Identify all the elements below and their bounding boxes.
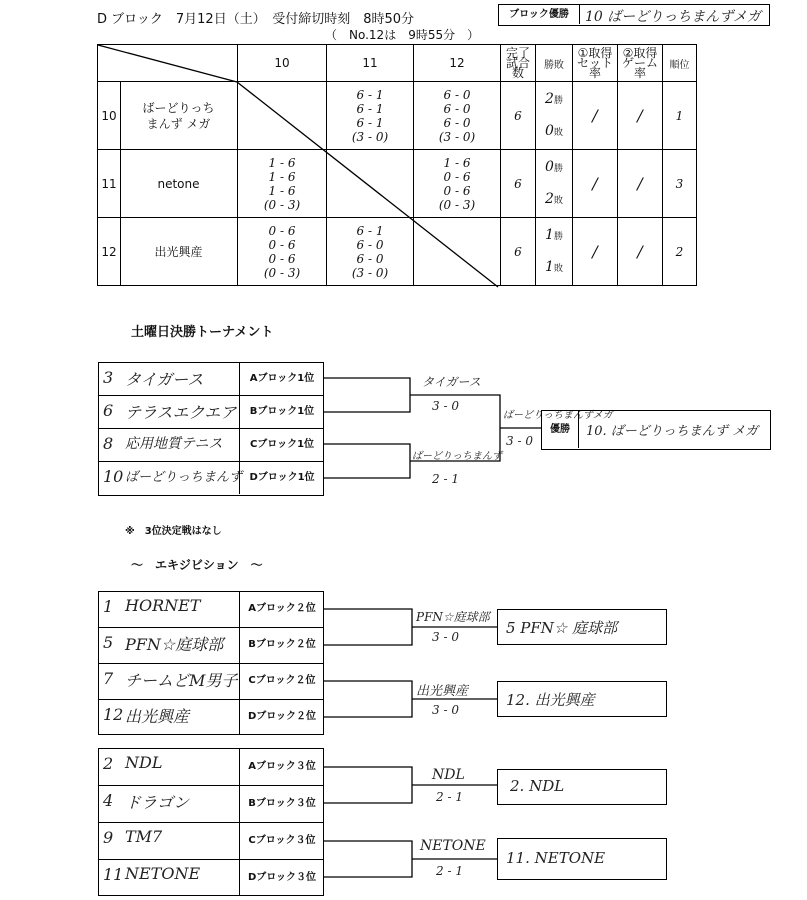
exhibition-title: ～ エキジビション ～ — [131, 558, 263, 572]
final-winner: ばーどりっちまんずメガ — [503, 410, 613, 421]
ex1-m1-result-box — [497, 609, 667, 645]
rank-cell: 2 — [663, 218, 697, 286]
final-score: 3 - 0 — [506, 434, 533, 448]
played-cell: 6 — [501, 82, 536, 150]
ex2-m1-score: 2 - 1 — [436, 790, 463, 804]
score-cell: 6 - 0 6 - 0 6 - 0 (3 - 0) — [414, 82, 501, 150]
score-cell: 1 - 6 0 - 6 0 - 6 (0 - 3) — [414, 150, 501, 218]
semi2-score: 2 - 1 — [432, 472, 459, 486]
score-cell: 6 - 1 6 - 0 6 - 0 (3 - 0) — [327, 218, 414, 286]
block-winner-value: 10 ばーどりっちまんずメガ — [585, 9, 761, 25]
played-cell: 6 — [501, 218, 536, 286]
champion-label: 優勝 — [542, 411, 579, 448]
champion-value: 10. ばーどりっちまんず メガ — [586, 424, 758, 439]
ex2-m2-score: 2 - 1 — [436, 864, 463, 878]
row-name: ばーどりっち まんず メガ — [142, 100, 215, 131]
ex2-m2-result: 11. NETONE — [506, 849, 606, 867]
block-winner-label: ブロック優勝 — [499, 5, 580, 24]
played-cell: 6 — [501, 150, 536, 218]
semi1-score: 3 - 0 — [432, 399, 459, 413]
exhibition-entry: 9 TM7 Cブロック３位 — [99, 822, 323, 860]
page-subtitle: （ No.12は 9時55分 ） — [325, 28, 480, 42]
semi2-winner: ばーどりっちまんず — [412, 451, 502, 462]
col-header-winloss: 勝敗 — [536, 45, 573, 82]
tournament-title: 土曜日決勝トーナメント — [131, 325, 274, 340]
score-cell: 1 - 6 1 - 6 1 - 6 (0 - 3) — [238, 150, 327, 218]
semi1-winner: タイガース — [422, 375, 481, 389]
exhibition-entry: 7 チームどM男子 Cブロック２位 — [99, 663, 323, 700]
ex1-m1-result: 5 PFN☆ 庭球部 — [506, 619, 618, 637]
row-num: 12 — [98, 218, 121, 285]
score-cell: 0 - 6 0 - 6 0 - 6 (0 - 3) — [238, 218, 327, 286]
set-rate-cell: / — [573, 82, 618, 150]
exhibition-entry: 5 PFN☆庭球部 Bブロック２位 — [99, 627, 323, 664]
ex2-m1-winner: NDL — [432, 767, 465, 783]
game-rate-cell: / — [618, 82, 663, 150]
page-title: D ブロック 7月12日（土） 受付締切時刻 8時50分 — [97, 12, 415, 27]
col-header-played: 完了試合数 — [501, 45, 536, 82]
rank-cell: 3 — [663, 150, 697, 218]
exhibition-entry: 4 ドラゴン Bブロック３位 — [99, 785, 323, 823]
ex1-m2-result-box — [497, 681, 667, 717]
set-rate-cell: / — [573, 218, 618, 286]
exhibition-entry: 12 出光興産 Dブロック２位 — [99, 699, 323, 735]
col-header-set-rate: ①取得セット率 — [573, 45, 618, 82]
game-rate-cell: / — [618, 218, 663, 286]
tournament-entry: 6 テラスエクエア Bブロック1位 — [99, 395, 323, 429]
ex1-m1-score: 3 - 0 — [432, 630, 459, 644]
ex2-m2-winner: NETONE — [420, 838, 486, 854]
third-place-note: ※ 3位決定戦はなし — [125, 526, 222, 537]
tournament-entry: 3 タイガース Aブロック1位 — [99, 362, 323, 396]
row-name: netone — [157, 176, 200, 191]
exhibition-entry: 11 NETONE Dブロック３位 — [99, 859, 323, 896]
ex1-m2-winner: 出光興産 — [416, 684, 469, 699]
score-cell: 6 - 1 6 - 1 6 - 1 (3 - 0) — [327, 82, 414, 150]
tournament-entry: 8 応用地質テニス Cブロック1位 — [99, 428, 323, 462]
row-num: 11 — [98, 150, 121, 217]
game-rate-cell: / — [618, 150, 663, 218]
row-name: 出光興産 — [154, 245, 203, 259]
ex1-m2-result: 12. 出光興産 — [506, 691, 595, 709]
col-header-rank: 順位 — [663, 45, 697, 82]
winloss-cell: 0勝 2敗 — [536, 150, 573, 218]
winloss-cell: 2勝 0敗 — [536, 82, 573, 150]
col-header-10: 10 — [238, 45, 327, 82]
ex2-m2-result-box — [497, 838, 667, 880]
ex1-m2-score: 3 - 0 — [432, 703, 459, 717]
col-header-game-rate: ②取得ゲーム率 — [618, 45, 663, 82]
set-rate-cell: / — [573, 150, 618, 218]
ex1-m1-winner: PFN☆庭球部 — [416, 610, 490, 624]
col-header-11: 11 — [327, 45, 414, 82]
row-num: 10 — [98, 82, 121, 149]
rank-cell: 1 — [663, 82, 697, 150]
exhibition-entry: 2 NDL Aブロック３位 — [99, 748, 323, 786]
winloss-cell: 1勝 1敗 — [536, 218, 573, 286]
exhibition-entry: 1 HORNET Aブロック２位 — [99, 591, 323, 628]
col-header-12: 12 — [414, 45, 501, 82]
ex2-m1-result-box — [497, 769, 667, 805]
ex2-m1-result: 2. NDL — [510, 777, 565, 795]
tournament-entry: 10 ばーどりっちまんず Dブロック1位 — [99, 461, 323, 494]
